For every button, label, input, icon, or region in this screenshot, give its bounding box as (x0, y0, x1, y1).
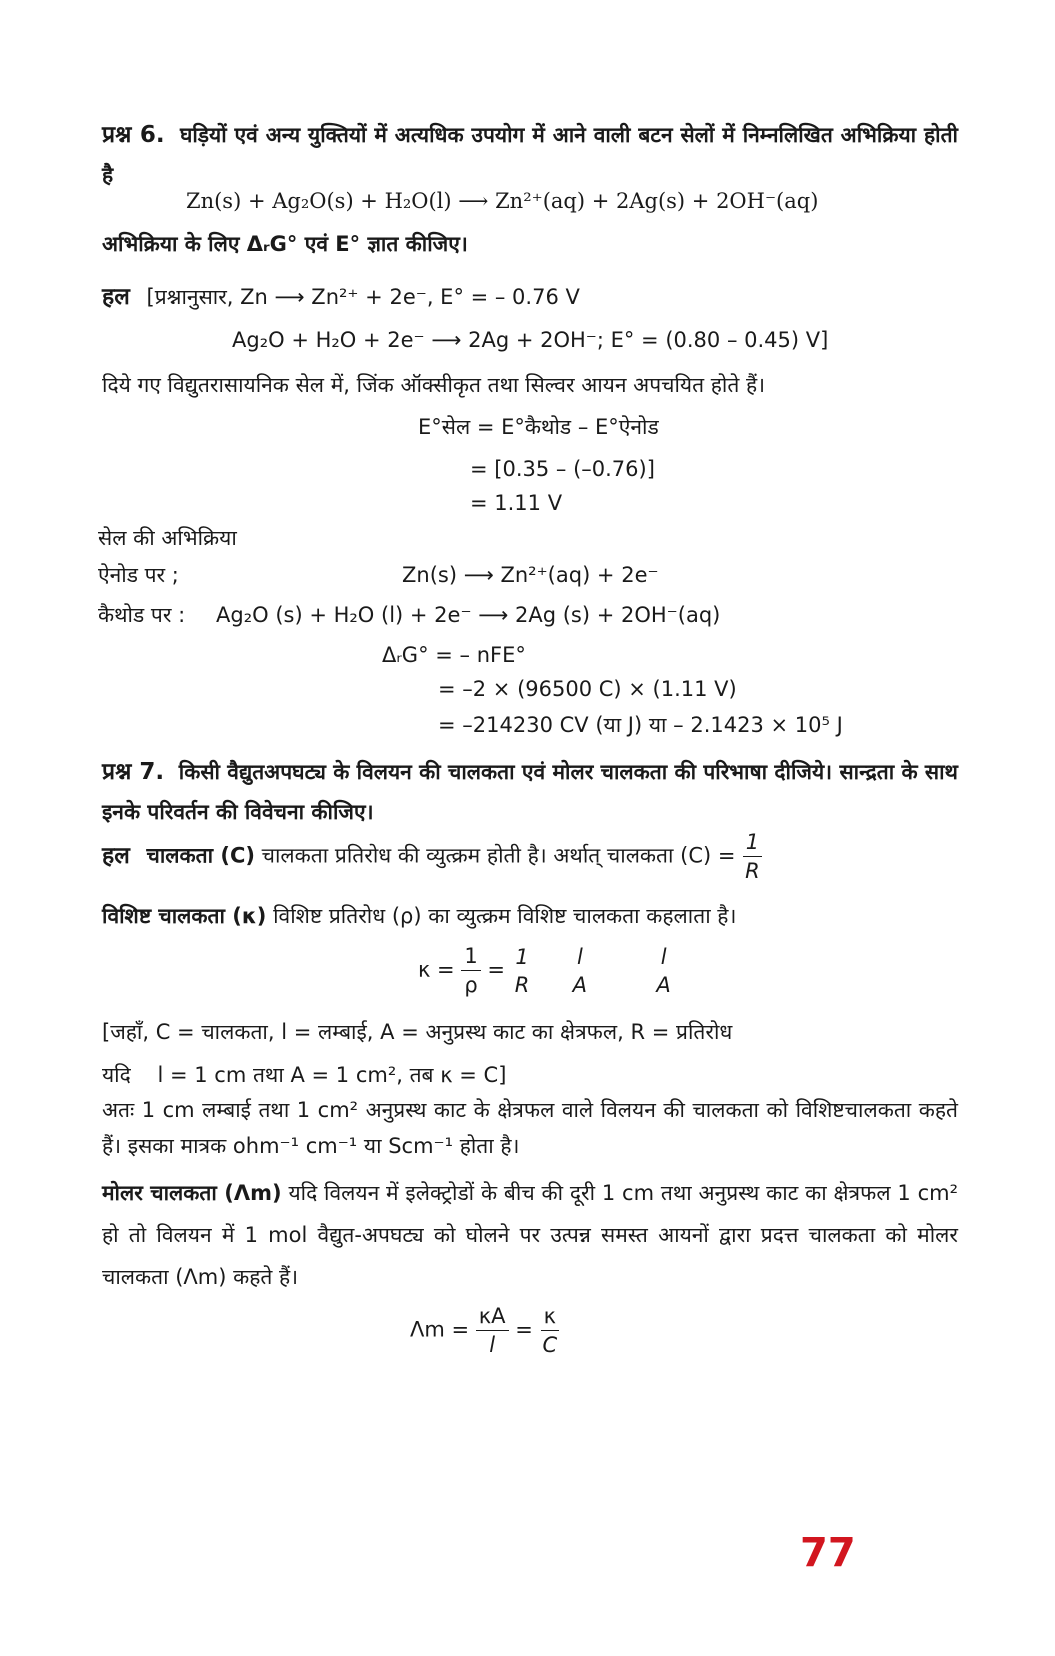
specific-conductance-term: विशिष्ट चालकता (κ) (102, 904, 267, 928)
ecell-result: = 1.11 V (470, 491, 563, 515)
lambda-frac-2 (540, 1302, 561, 1359)
lambda-frac-1 (476, 1302, 509, 1359)
fraction-denominator: C (542, 1333, 558, 1357)
molar-conductance-definition: यदि विलयन में इलेक्ट्रोडों के बीच की दूरी 1 cm तथा अनुप्रस्थ काट का क्षेत्रफल 1 cm² हो तो विलयन में 1 mol वैद्युत-अपघट्य को घोलने पर उत्पन्न समस्त आयनों द्वारा प्रदत्त चालकता को मोलर चालकता (Λm) कहते हैं। (102, 1181, 959, 1289)
fraction-numerator: l (576, 944, 583, 969)
molar-conductance-term: मोलर चालकता (Λm) (102, 1181, 282, 1205)
question-6-reaction: Zn(s) + Ag₂O(s) + H₂O(l) ⟶ Zn²⁺(aq) + 2Ag(s) + 2OH⁻(aq) (186, 189, 819, 213)
solution-6-anode-potential: [प्रश्नानुसार, Zn ⟶ Zn²⁺ + 2e⁻, E° = – 0.76 V (146, 285, 580, 309)
question-7-text: किसी वैद्युतअपघट्य के विलयन की चालकता एवं मोलर चालकता की परिभाषा दीजिये। सान्द्रता के साथ इनके परिवर्तन की विवेचना कीजिए। (102, 760, 958, 824)
molar-conductance-equation: Λm = $\frac{\kappa A}{l}$ = $\frac{\kappa}{C}$ (410, 1302, 560, 1359)
ecell-formula: E°सेल = E°कैथोड – E°ऐनोड (418, 415, 659, 439)
anode-label: ऐनोड पर ; (98, 563, 179, 587)
fraction-denominator: l (489, 1333, 496, 1357)
question-7-label: प्रश्न 7. (102, 759, 165, 785)
fraction-numerator: 1 (515, 944, 529, 969)
solution-6-label: हल (102, 284, 130, 310)
ecell-substitution: = [0.35 – (–0.76)] (470, 457, 655, 481)
anode-reaction: Zn(s) ⟶ Zn²⁺(aq) + 2e⁻ (402, 563, 659, 587)
gibbs-substitution: = –2 × (96500 C) × (1.11 V) (438, 677, 737, 701)
kappa-frac-3 (570, 943, 590, 999)
kappa-frac-2 (512, 943, 533, 999)
lambda-lhs: Λm = (410, 1317, 470, 1342)
solution-6-cathode-potential: Ag₂O + H₂O + 2e⁻ ⟶ 2Ag + 2OH⁻; E° = (0.80 – 0.45) V] (232, 328, 829, 352)
fraction-numerator: 1 (743, 828, 762, 857)
conductance-term: चालकता (C) (146, 843, 255, 868)
specific-conductance-definition: विशिष्ट प्रतिरोध (ρ) का व्युत्क्रम विशिष्ट चालकता कहलाता है। (273, 904, 737, 928)
conductance-fraction (742, 828, 763, 885)
gibbs-result: = –214230 CV (या J) या – 2.1423 × 10⁵ J (438, 713, 843, 737)
question-6 (102, 115, 958, 195)
where-clause: [जहाँ, C = चालकता, l = लम्बाई, A = अनुप्रस्थ काट का क्षेत्रफल, R = प्रतिरोध (102, 1020, 733, 1044)
question-6-ask: अभिक्रिया के लिए ΔᵣG° एवं E° ज्ञात कीजिए। (102, 232, 468, 256)
cathode-reaction: Ag₂O (s) + H₂O (l) + 2e⁻ ⟶ 2Ag (s) + 2OH⁻(aq) (216, 603, 721, 627)
if-clause: यदि l = 1 cm तथा A = 1 cm², तब κ = C] (102, 1063, 507, 1087)
kappa-frac-1 (461, 942, 480, 999)
kappa-frac-4 (653, 943, 673, 999)
question-6-label: प्रश्न 6. (102, 122, 165, 148)
fraction-denominator: R (745, 859, 760, 883)
gibbs-formula: ΔᵣG° = – nFE° (382, 643, 526, 667)
fraction-numerator: 1 (461, 942, 480, 971)
molar-conductance (102, 1172, 958, 1298)
page-number: 77 (800, 1530, 856, 1576)
solution-7-label: हल (102, 842, 130, 869)
fraction-denominator: ρ (464, 973, 478, 997)
fraction-numerator: κ (541, 1302, 559, 1331)
solution-7-conductance (102, 828, 958, 885)
fraction-numerator: κA (476, 1302, 509, 1331)
kappa-lhs: κ = (418, 957, 455, 982)
fraction-denominator: A (572, 972, 588, 997)
solution-6-explanation: दिये गए विद्युतरासायनिक सेल में, जिंक ऑक्सीकृत तथा सिल्वर आयन अपचयित होते हैं। (102, 373, 766, 397)
fraction-numerator: l (660, 944, 667, 969)
cell-reaction-label: सेल की अभिक्रिया (98, 526, 237, 550)
solution-6-line1 (102, 277, 958, 317)
fraction-denominator: R (514, 972, 530, 997)
specific-conductance (102, 896, 958, 936)
question-6-text: घड़ियों एवं अन्य युक्तियों में अत्यधिक उपयोग में आने वाली बटन सेलों में निम्नलिखित अभिक्रिया होती है (102, 123, 958, 187)
fraction-denominator: A (656, 972, 671, 997)
cathode-label: कैथोड पर : (98, 603, 186, 627)
question-7 (102, 752, 958, 832)
conductance-definition: चालकता प्रतिरोध की व्युत्क्रम होती है। अर्थात् चालकता (C) = (261, 843, 736, 868)
kappa-equation: κ = $\frac{1}{\rho}$ = 1 R l A l A (418, 942, 674, 999)
specific-conductance-unit: अतः 1 cm लम्बाई तथा 1 cm² अनुप्रस्थ काट के क्षेत्रफल वाले विलयन की चालकता को विशिष्टचालकता कहते हैं। इसका मात्रक ohm⁻¹ cm⁻¹ या Scm⁻¹ होता है। (102, 1098, 958, 1158)
